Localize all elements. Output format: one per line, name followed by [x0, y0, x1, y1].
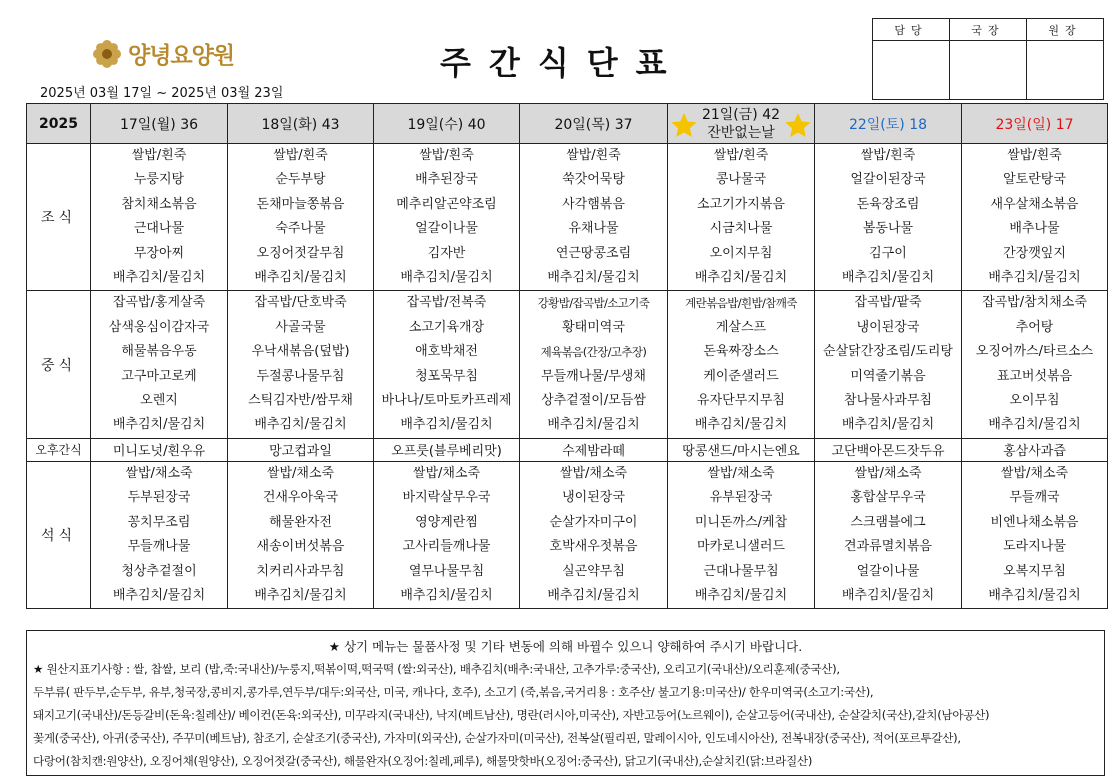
- menu-item: 쌀밥/채소죽: [707, 465, 775, 481]
- menu-item: 냉이된장국: [856, 319, 920, 335]
- menu-item: 시금치나물: [709, 221, 773, 237]
- menu-item: 스틱김자반/쌈무채: [248, 393, 353, 409]
- menu-item: 잡곡밥/홍게살죽: [112, 295, 206, 311]
- menu-item: 소고기가지볶음: [697, 196, 785, 212]
- menu-item: 사골국물: [275, 319, 326, 335]
- menu-item: 순살가자미구이: [549, 514, 638, 530]
- breakfast-cell: [374, 144, 520, 291]
- snack-cell: 고단백아몬드잣두유: [815, 438, 962, 461]
- menu-item: 무장아찌: [133, 245, 185, 261]
- menu-item: 봄동나물: [862, 221, 914, 237]
- logo-text: 양녕요양원: [128, 43, 235, 69]
- menu-item: 돈육짜장소스: [703, 344, 779, 360]
- approval-label: 담당: [873, 19, 950, 41]
- menu-item: 순살닭간장조림/도리탕: [823, 344, 953, 360]
- menu-item: 비엔나채소볶음: [990, 514, 1079, 530]
- lunch-cell: [374, 291, 520, 438]
- menu-item: 쑥갓어묵탕: [562, 172, 625, 188]
- menu-item: 두부된장국: [127, 490, 191, 506]
- menu-item: 배추된장국: [415, 172, 478, 188]
- menu-item: 배추김치/물김치: [694, 270, 788, 286]
- menu-item: 돈육장조림: [856, 196, 920, 212]
- menu-item: 배추김치/물김치: [112, 270, 206, 286]
- menu-item: 홍합살무우국: [850, 490, 926, 506]
- lunch-row: [27, 291, 1108, 438]
- menu-item: 배추김치/물김치: [841, 270, 935, 286]
- menu-item: 청포묵무침: [415, 368, 478, 384]
- menu-item: 고사리들깨나물: [402, 539, 491, 555]
- menu-item: 유자단무지무침: [697, 393, 785, 409]
- approval-sign-cell: [873, 41, 950, 100]
- menu-item: 김자반: [427, 245, 466, 261]
- approval-sign-cell: [1027, 41, 1104, 100]
- approval-label: 국장: [950, 19, 1027, 41]
- menu-item: 도라지나물: [1003, 539, 1066, 555]
- lunch-label: 중식: [27, 291, 91, 438]
- approval-label: 원장: [1027, 19, 1104, 41]
- day-header-thu: 20일(목) 37: [520, 104, 668, 144]
- menu-item: 배추김치/물김치: [841, 417, 935, 433]
- flower-logo-icon: [92, 39, 122, 69]
- dinner-cell: [91, 461, 228, 608]
- menu-item: 스크램블에그: [850, 514, 926, 530]
- menu-item: 냉이된장국: [562, 490, 625, 506]
- breakfast-cell: [668, 144, 815, 291]
- menu-item: 참치채소볶음: [121, 196, 197, 212]
- breakfast-cell: [962, 144, 1108, 291]
- menu-item: 애호박채전: [415, 344, 478, 360]
- menu-item: 배추김치/물김치: [254, 270, 347, 286]
- menu-item: 쌀밥/채소죽: [266, 465, 335, 481]
- snack-cell: 홍삼사과즙: [962, 438, 1108, 461]
- menu-item: 오이무침: [1009, 393, 1060, 409]
- dinner-row: [27, 461, 1108, 608]
- lunch-cell: [520, 291, 668, 438]
- menu-item: 오복지무침: [1003, 563, 1066, 579]
- lunch-cell: [668, 291, 815, 438]
- lunch-cell: [91, 291, 228, 438]
- menu-item: 잡곡밥/전복죽: [406, 295, 487, 311]
- date-range: 2025년 03월 17일 ~ 2025년 03월 23일: [40, 86, 284, 101]
- menu-item: 잡곡밥/단호박죽: [254, 295, 347, 311]
- menu-item: 유부된장국: [709, 490, 773, 506]
- menu-item: 쌀밥/흰죽: [860, 148, 916, 163]
- menu-item: 미니돈까스/케찹: [694, 514, 788, 530]
- day-header-tue: 18일(화) 43: [228, 104, 374, 144]
- menu-item: 배추김치/물김치: [112, 587, 206, 603]
- menu-item: 배추김치/물김치: [254, 417, 347, 433]
- menu-item: 잡곡밥/팥죽: [854, 295, 922, 311]
- dinner-cell: [815, 461, 962, 608]
- menu-item: 오렌지: [140, 393, 178, 409]
- menu-item: 쌀밥/채소죽: [1000, 465, 1069, 481]
- menu-item: 황태미역국: [562, 319, 625, 335]
- menu-item: 두절콩나물무침: [256, 368, 345, 384]
- day-header-fri-sub: 잔반없는날: [707, 124, 775, 141]
- menu-item: 메추리알곤약조림: [396, 196, 497, 212]
- menu-item: 쌀밥/채소죽: [854, 465, 922, 481]
- menu-item: 해물완자전: [269, 514, 332, 530]
- origin-line: 꽃게(중국산), 아귀(중국산), 주꾸미(베트남), 참조기, 순살조기(중국산), 가자미(외국산), 순살가자미(미국산), 전복살(필리핀, 말레이시아, 인도네시아산), 전복내장(중국산), 적어(포르투갈산),: [33, 731, 961, 745]
- lunch-cell: [962, 291, 1108, 438]
- menu-item: 쌀밥/흰죽: [1007, 148, 1062, 163]
- snack-cell: 오프룻(블루베리맛): [374, 438, 520, 461]
- menu-item: 배추김치/물김치: [694, 587, 788, 603]
- dinner-cell: [228, 461, 374, 608]
- menu-item: 배추김치/물김치: [547, 270, 640, 286]
- dinner-cell: [520, 461, 668, 608]
- menu-item: 콩나물국: [715, 172, 767, 188]
- menu-item: 쌀밥/채소죽: [412, 465, 481, 481]
- menu-item: 삼색옹심이감자국: [108, 319, 210, 335]
- menu-item: 참나물사과무침: [844, 393, 932, 409]
- breakfast-cell: [520, 144, 668, 291]
- menu-item: 케이준샐러드: [703, 368, 779, 384]
- snack-cell: 땅콩샌드/마시는엔요: [668, 438, 815, 461]
- menu-item: 배추김치/물김치: [547, 587, 640, 603]
- origin-line: 돼지고기(국내산)/돈등갈비(돈육:칠레산)/ 베이컨(돈육:외국산), 미꾸라지(국내산), 낙지(베트남산), 명란(러시아,미국산), 자반고등어(노르웨이), 순살고등어(국내산), 순살갈치(국산),갈치(남아공산): [33, 708, 990, 722]
- menu-item: 쌀밥/채소죽: [125, 465, 193, 481]
- menu-item: 쌀밥/흰죽: [419, 148, 474, 163]
- menu-item: 계란볶음밥/흰밥/참깨죽: [685, 296, 797, 311]
- menu-item: 근대나물무침: [703, 563, 779, 579]
- menu-item: 호박새우젓볶음: [549, 539, 638, 555]
- menu-item: 고구마고로케: [121, 368, 197, 384]
- menu-item: 추어탕: [1015, 319, 1054, 335]
- menu-item: 배추나물: [1009, 221, 1060, 237]
- menu-item: 열무나물무침: [408, 563, 485, 579]
- menu-item: 강황밥/잡곡밥/소고기죽: [537, 296, 650, 311]
- menu-item: 유채나물: [568, 221, 619, 237]
- notes-box: [26, 630, 1105, 776]
- approval-box: [872, 18, 1104, 100]
- menu-item: 우낙새볶음(덮밥): [251, 344, 350, 360]
- menu-item: 제육볶음(간장/고추장): [540, 345, 647, 360]
- logo: [92, 37, 234, 70]
- menu-item: 알토란탕국: [1003, 172, 1066, 188]
- breakfast-cell: [91, 144, 228, 291]
- menu-item: 쌀밥/흰죽: [713, 148, 769, 163]
- menu-item: 얼갈이나물: [856, 563, 920, 579]
- menu-item: 숙주나물: [275, 221, 326, 237]
- dinner-cell: [668, 461, 815, 608]
- menu-item: 배추김치/물김치: [988, 417, 1081, 433]
- menu-item: 영양계란찜: [415, 514, 478, 530]
- lunch-cell: [228, 291, 374, 438]
- day-header-fri-label: 21일(금) 42: [701, 106, 781, 123]
- menu-item: 바지락살무우국: [402, 490, 491, 506]
- menu-item: 배추김치/물김치: [988, 270, 1081, 286]
- menu-table: [26, 103, 1108, 609]
- menu-item: 배추김치/물김치: [841, 587, 935, 603]
- menu-item: 쌀밥/흰죽: [273, 148, 328, 163]
- menu-item: 배추김치/물김치: [400, 587, 493, 603]
- notes-headline: ★ 상기 메뉴는 물품사정 및 기타 변동에 의해 바뀔수 있으니 양해하여 주시기 바랍니다.: [328, 639, 803, 654]
- snack-cell: 수제밤라떼: [520, 438, 668, 461]
- menu-item: 누룽지탕: [133, 172, 185, 188]
- menu-item: 배추김치/물김치: [400, 270, 493, 286]
- menu-item: 바나나/토마토카프레제: [381, 393, 512, 409]
- menu-item: 청상추겉절이: [121, 563, 197, 579]
- menu-item: 오이지무침: [709, 245, 773, 261]
- menu-item: 무들깨국: [1009, 490, 1060, 506]
- dinner-cell: [374, 461, 520, 608]
- menu-item: 근대나물: [133, 221, 185, 237]
- day-header-sun: 23일(일) 17: [962, 104, 1108, 144]
- menu-item: 쌀밥/채소죽: [559, 465, 628, 481]
- menu-item: 얼갈이나물: [415, 221, 478, 237]
- menu-item: 새송이버섯볶음: [256, 539, 345, 555]
- snack-cell: 미니도넛/흰우유: [91, 438, 228, 461]
- menu-item: 게살스프: [715, 319, 767, 335]
- menu-item: 배추김치/물김치: [400, 417, 493, 433]
- menu-item: 사각햄볶음: [562, 196, 625, 212]
- menu-item: 배추김치/물김치: [988, 587, 1081, 603]
- snack-row: [27, 438, 1108, 461]
- breakfast-cell: [815, 144, 962, 291]
- menu-item: 상추겉절이/모듬쌈: [541, 393, 646, 409]
- breakfast-row: [27, 144, 1108, 291]
- day-header-fri: [668, 104, 815, 144]
- snack-cell: 망고컵과일: [228, 438, 374, 461]
- menu-item: 마카로니샐러드: [697, 539, 785, 555]
- menu-item: 새우살채소볶음: [990, 196, 1079, 212]
- menu-item: 간장깻잎지: [1003, 245, 1066, 261]
- menu-item: 쌀밥/흰죽: [131, 148, 187, 163]
- menu-item: 소고기육개장: [408, 319, 485, 335]
- day-header-sat: 22일(토) 18: [815, 104, 962, 144]
- origin-line: ★ 원산지표기사항 : 쌀, 찹쌀, 보리 (밥,죽:국내산)/누룽지,떡볶이떡,떡국떡 (쌀:외국산), 배추김치(배추:국내산, 고추가루:중국산), 오리고기(국내산)/오리훈제(중국산),: [33, 662, 840, 676]
- menu-item: 건새우아욱국: [262, 490, 339, 506]
- year-header: 2025: [27, 104, 91, 144]
- dinner-label: 석식: [27, 461, 91, 608]
- menu-item: 꽁치무조림: [127, 514, 191, 530]
- menu-item: 배추김치/물김치: [254, 587, 347, 603]
- menu-item: 김구이: [869, 245, 907, 261]
- origin-line: 두부류( 판두부,순두부, 유부,청국장,콩비지,콩가루,연두부/대두:외국산, 미국, 캐나다, 호주), 소고기 (죽,볶음,국거리용 : 호주산/ 불고기용:미국산)/ 한우미역국(소고기:국산),: [33, 685, 874, 699]
- menu-item: 얼갈이된장국: [850, 172, 926, 188]
- approval-sign-cell: [950, 41, 1027, 100]
- menu-item: 순두부탕: [275, 172, 326, 188]
- menu-item: 해물볶음우동: [121, 344, 197, 360]
- dinner-cell: [962, 461, 1108, 608]
- menu-item: 미역줄기볶음: [850, 368, 926, 384]
- origin-line: 다랑어(참치캔:원양산), 오징어채(원양산), 오징어젓갈(중국산), 해물완자(오징어:칠레,페루), 해물맛핫바(오징어:중국산), 닭고기(국내산),순살치킨(닭:브라질산): [33, 754, 813, 768]
- menu-item: 표고버섯볶음: [996, 368, 1073, 384]
- menu-item: 무들깨나물: [127, 539, 191, 555]
- menu-item: 견과류멸치볶음: [844, 539, 932, 555]
- day-header-mon: 17일(월) 36: [91, 104, 228, 144]
- lunch-cell: [815, 291, 962, 438]
- menu-item: 연근땅콩조림: [555, 245, 632, 261]
- menu-item: 배추김치/물김치: [547, 417, 640, 433]
- menu-item: 잡곡밥/참치채소죽: [982, 295, 1087, 311]
- menu-item: 배추김치/물김치: [694, 417, 788, 433]
- day-header-wed: 19일(수) 40: [374, 104, 520, 144]
- menu-item: 치커리사과무침: [256, 563, 345, 579]
- page-title: 주간식단표: [440, 44, 685, 82]
- menu-item: 실곤약무침: [562, 563, 625, 579]
- menu-item: 오징어까스/타르소스: [975, 344, 1094, 360]
- snack-label: 오후간식: [27, 438, 91, 461]
- menu-item: 무들깨나물/무생채: [541, 368, 646, 384]
- menu-item: 오징어젓갈무침: [256, 245, 345, 261]
- breakfast-cell: [228, 144, 374, 291]
- menu-item: 쌀밥/흰죽: [566, 148, 621, 163]
- menu-item: 배추김치/물김치: [112, 417, 206, 433]
- breakfast-label: 조식: [27, 144, 91, 291]
- menu-item: 돈채마늘쫑볶음: [256, 196, 345, 212]
